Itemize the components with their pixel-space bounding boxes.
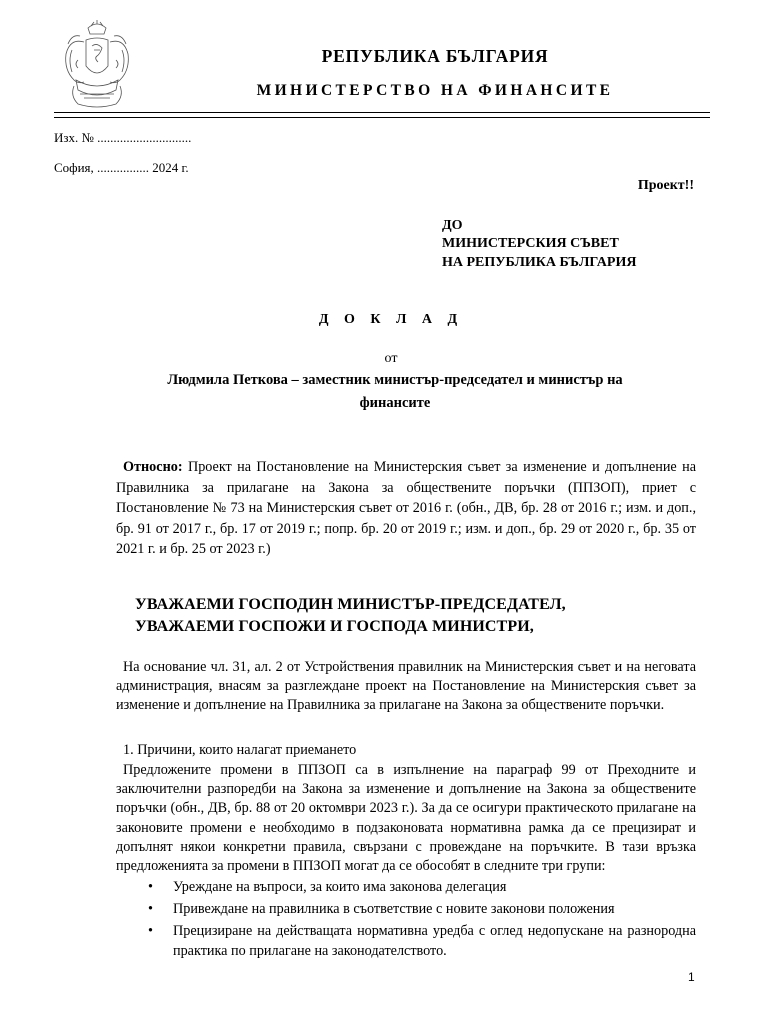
republic-heading: РЕПУБЛИКА БЪЛГАРИЯ <box>321 46 549 66</box>
bullet-text: Привеждане на правилника в съответствие с новите законови положения <box>173 901 615 917</box>
bullet-icon: • <box>148 923 153 939</box>
outgoing-number: Изх. № ............................. <box>54 130 192 145</box>
header-rule-bottom <box>54 117 710 118</box>
author-line-2: финансите <box>359 395 431 411</box>
coat-of-arms-seal <box>58 20 136 112</box>
place-and-date: София, ................ 2024 г. <box>54 160 189 175</box>
section-1-heading: 1. Причини, които налагат приемането <box>123 742 357 758</box>
page-number: 1 <box>688 970 695 984</box>
bullet-text: Уреждане на въпроси, за които има законова делегация <box>173 879 507 895</box>
addressee-line-2: МИНИСТЕРСКИЯ СЪВЕТ <box>442 236 619 251</box>
subject-paragraph <box>116 457 696 560</box>
author-line-1: Людмила Петкова – заместник министър-председател и министър на <box>167 372 623 388</box>
bullet-text: Прецизиране на действащата нормативна уредба с оглед недопускане на разнородна практика по прилагане на законодателството. <box>173 923 696 959</box>
addressee-line-1: ДО <box>442 218 463 233</box>
bullet-icon: • <box>148 879 153 895</box>
subject-text: Проект на Постановление на Министерския съвет за изменение и допълнение на Правилника за прилагане на Закона за обществените поръчки (ППЗОП), приет с Постановление № 73 на Министерския съвет от 2016 г. (обн., ДВ, бр. 28 от 2016 г.; изм. и доп., бр. 91 от 2017 г., бр. 17 от 2019 г.; попр. бр. 20 от 2019 г.; изм. и доп., бр. 29 от 2020 г., бр. 35 от 2021 г. и бр. 25 от 2023 г.) <box>116 459 696 557</box>
bullet-item-3 <box>148 922 696 962</box>
header-rule-top <box>54 112 710 113</box>
ministry-heading: МИНИСТЕРСТВО НА ФИНАНСИТЕ <box>256 82 614 99</box>
intro-paragraph: На основание чл. 31, ал. 2 от Устройствения правилник на Министерския съвет и на неговата администрация, внасям за разглеждане проект на Постановление на Министерския съвет за изменение и допълнение на Правилника за прилагане на Закона за обществените поръчки. <box>116 659 696 714</box>
document-title: Д О К Л А Д <box>318 312 464 327</box>
greeting-line-1: УВАЖАЕМИ ГОСПОДИН МИНИСТЪР-ПРЕДСЕДАТЕЛ, <box>135 596 566 613</box>
addressee-line-3: НА РЕПУБЛИКА БЪЛГАРИЯ <box>442 255 637 270</box>
subject-label: Относно: <box>123 459 183 475</box>
from-label: от <box>384 351 398 366</box>
greeting-line-2: УВАЖАЕМИ ГОСПОЖИ И ГОСПОДА МИНИСТРИ, <box>135 618 534 635</box>
section-1-paragraph: Предложените промени в ППЗОП са в изпълнение на параграф 99 от Преходните и заключителни разпоредби на Закона за изменение и допълнение на Закона за обществените поръчки (обн., ДВ, бр. 88 от 20 октомври 2023 г.). За да се осигури практическото прилагане на законовите промени е необходимо в подзаконовата нормативна рамка да се прецизират и допълнят някои конкретни правила, свързани с провеждане на поръчките. В тази връзка предложенията за промени в ППЗОП могат да се обособят в следните три групи: <box>116 762 696 875</box>
bullet-icon: • <box>148 901 153 917</box>
draft-label: Проект!! <box>637 178 694 193</box>
